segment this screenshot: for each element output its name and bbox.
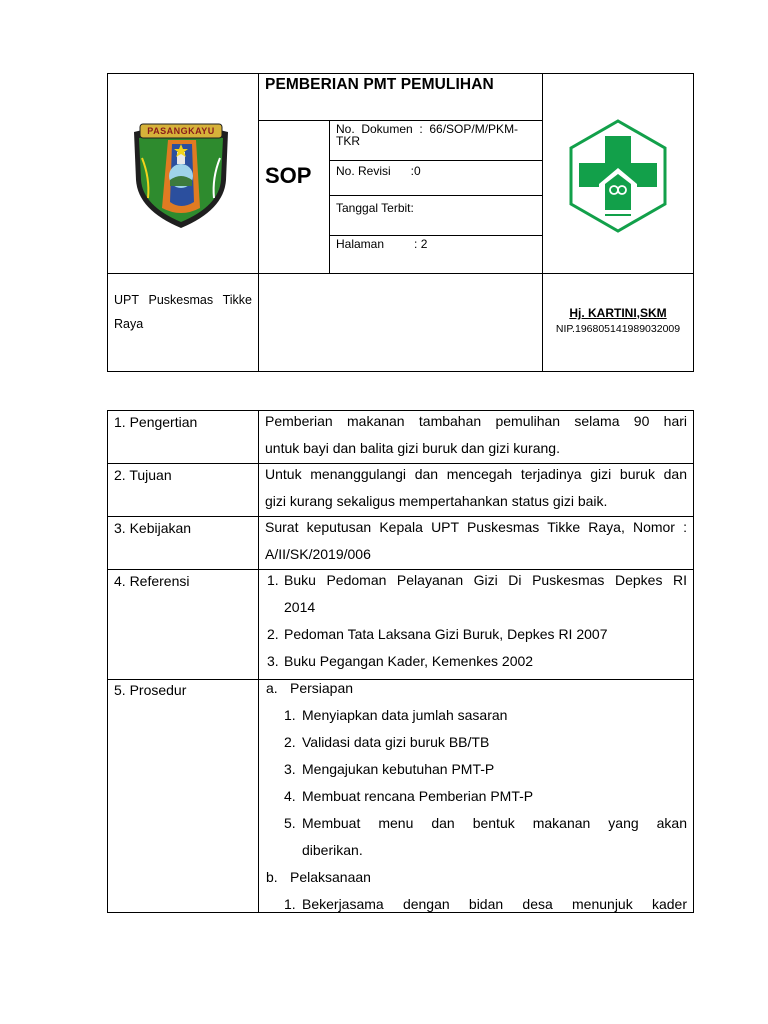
pengertian-text xyxy=(265,408,687,462)
prosedur-a-item xyxy=(284,729,489,756)
prosedur-subsection-a xyxy=(266,675,353,702)
referensi-item-number: 2. xyxy=(267,626,279,642)
prosedur-b-item xyxy=(284,891,687,918)
kebijakan-line2: A/II/SK/2019/006 xyxy=(265,546,371,562)
unit-name xyxy=(114,288,252,336)
referensi-item xyxy=(267,567,687,594)
label-referensi: 4. Referensi xyxy=(114,573,190,589)
tujuan-line2: gizi kurang sekaligus mempertahankan status gizi baik. xyxy=(265,493,608,509)
signer-name: Hj. KARTINI,SKM xyxy=(569,306,667,320)
prosedur-subsection-b xyxy=(266,864,371,891)
unit-name-line2: Raya xyxy=(114,317,144,331)
prosedur-a-item-continuation: diberikan. xyxy=(302,842,363,858)
prosedur-b-item-number: 1. xyxy=(284,896,296,912)
document-title: PEMBERIAN PMT PEMULIHAN xyxy=(265,76,494,93)
meta-no-dokumen-line1: No. Dokumen : 66/SOP/M/PKM- xyxy=(336,122,519,136)
pengertian-line1: Pemberian makanan tambahan pemulihan selama 90 hari xyxy=(265,413,687,429)
unit-name-line1: UPT Puskesmas Tikke xyxy=(114,293,252,307)
referensi-item-number: 3. xyxy=(267,653,279,669)
prosedur-a-item-number: 4. xyxy=(284,788,296,804)
referensi-item-text: Buku Pedoman Pelayanan Gizi Di Puskesmas Depkes RI xyxy=(284,572,687,588)
tujuan-text xyxy=(265,461,687,515)
meta-halaman: Halaman : 2 xyxy=(336,237,428,251)
referensi-item xyxy=(267,621,607,648)
prosedur-b-title: Pelaksanaan xyxy=(290,869,371,885)
prosedur-a-item xyxy=(284,756,494,783)
label-kebijakan: 3. Kebijakan xyxy=(114,520,192,536)
puskesmas-logo-icon xyxy=(565,118,671,234)
prosedur-a-letter: a. xyxy=(266,680,278,696)
signer-nip: NIP.196805141989032009 xyxy=(555,323,681,335)
prosedur-a-item xyxy=(284,810,687,837)
prosedur-b-item-text: Bekerjasama dengan bidan desa menunjuk kader xyxy=(302,896,687,912)
referensi-item xyxy=(267,648,533,675)
meta-tanggal-terbit: Tanggal Terbit: xyxy=(336,201,414,215)
referensi-item-text: Buku Pegangan Kader, Kemenkes 2002 xyxy=(284,653,534,669)
label-prosedur: 5. Prosedur xyxy=(114,682,187,698)
referensi-item-continuation: 2014 xyxy=(284,599,316,615)
pengertian-line2: untuk bayi dan balita gizi buruk dan gizi kurang. xyxy=(265,440,560,456)
prosedur-a-item xyxy=(284,783,533,810)
label-pengertian: 1. Pengertian xyxy=(114,414,198,430)
prosedur-a-item-text: Validasi data gizi buruk BB/TB xyxy=(302,734,490,750)
prosedur-a-item-number: 3. xyxy=(284,761,296,777)
prosedur-a-item xyxy=(284,702,507,729)
kebijakan-line1: Surat keputusan Kepala UPT Puskesmas Tikke Raya, Nomor : xyxy=(265,519,687,535)
kebijakan-text xyxy=(265,514,687,568)
prosedur-a-item-number: 2. xyxy=(284,734,296,750)
meta-no-dokumen-line2: TKR xyxy=(336,134,360,148)
meta-no-dokumen xyxy=(336,123,538,147)
referensi-item-text: Pedoman Tata Laksana Gizi Buruk, Depkes RI 2007 xyxy=(284,626,608,642)
pasangkayu-emblem-icon xyxy=(128,118,234,230)
sop-label: SOP xyxy=(265,163,312,188)
prosedur-a-title: Persiapan xyxy=(290,680,354,696)
emblem-banner-text: PASANGKAYU xyxy=(147,126,215,136)
prosedur-a-item-text: Membuat rencana Pemberian PMT-P xyxy=(302,788,534,804)
meta-no-revisi: No. Revisi :0 xyxy=(336,164,421,178)
tujuan-line1: Untuk menanggulangi dan mencegah terjadinya gizi buruk dan xyxy=(265,466,687,482)
prosedur-a-item-text: Membuat menu dan bentuk makanan yang akan xyxy=(302,815,687,831)
label-tujuan: 2. Tujuan xyxy=(114,467,172,483)
prosedur-b-letter: b. xyxy=(266,869,278,885)
prosedur-a-item-text: Menyiapkan data jumlah sasaran xyxy=(302,707,508,723)
prosedur-a-item-number: 1. xyxy=(284,707,296,723)
referensi-item-number: 1. xyxy=(267,572,279,588)
prosedur-a-item-text: Mengajukan kebutuhan PMT-P xyxy=(302,761,495,777)
prosedur-a-item-number: 5. xyxy=(284,815,296,831)
